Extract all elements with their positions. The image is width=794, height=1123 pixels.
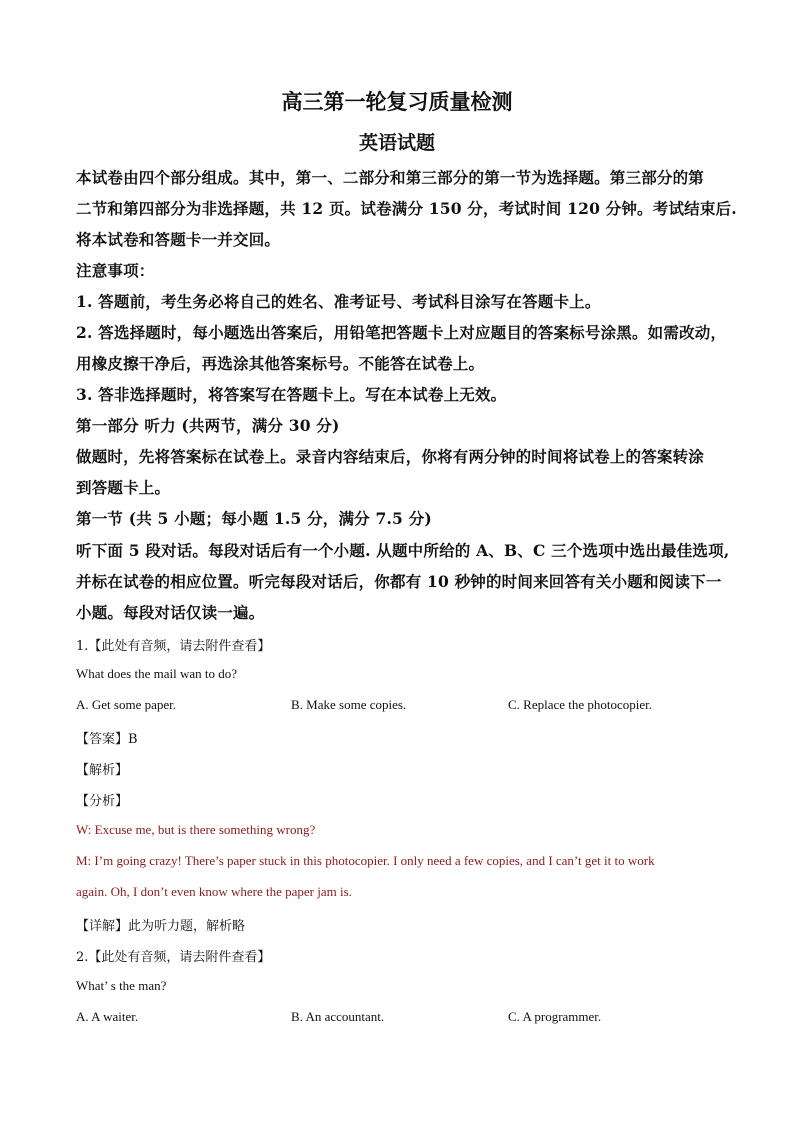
q1-option-a: A. Get some paper. (76, 697, 177, 712)
q1-option-b: B. Make some copies. (291, 697, 407, 712)
q1-detail: 【详解】此为听力题，解析略 (76, 919, 246, 934)
intro-line-2: 二节和第四部分为非选择题，共 12 页。试卷满分 150 分，考试时间 120 分钟。考试结束后. (76, 199, 737, 218)
page-title: 高三第一轮复习质量检测 (281, 89, 513, 114)
q1-question: What does the mail wan to do? (76, 666, 238, 681)
section1-instruction-2: 并标在试卷的相应位置。听完每段对话后，你都有 10 秒钟的时间来回答有关小题和阅读下一 (76, 572, 722, 591)
intro-line-1: 本试卷由四个部分组成。其中，第一、二部分和第三部分的第一节为选择题。第三部分的第 (76, 168, 705, 187)
part1-instruction-2: 到答题卡上。 (76, 478, 171, 497)
notes-item-3: 3. 答非选择题时，将答案写在答题卡上。写在本试卷上无效。 (76, 385, 507, 404)
section1-instruction-3: 小题。每段对话仅读一遍。 (76, 603, 265, 622)
intro-line-3: 将本试卷和答题卡一并交回。 (76, 230, 281, 249)
q1-transcript-1: W: Excuse me, but is there something wrong? (76, 822, 316, 837)
part1-heading: 第一部分 听力 (共两节，满分 30 分) (76, 416, 340, 435)
section1-instruction-1: 听下面 5 段对话。每段对话后有一个小题. 从题中所给的 A、B、C 三个选项中选出最佳选项, (76, 541, 730, 560)
notes-item-2-cont: 用橡皮擦干净后，再选涂其他答案标号。不能答在试卷上。 (76, 354, 485, 373)
q1-transcript-2: M: I’m going crazy! There’s paper stuck in this photocopier. I only need a few copies, and I can’t get it to work (76, 853, 655, 868)
q1-breakdown: 【分析】 (76, 794, 129, 809)
q1-option-c: C. Replace the photocopier. (508, 697, 653, 712)
notes-item-1: 1. 答题前，考生务必将自己的姓名、准考证号、考试科目涂写在答题卡上。 (76, 292, 601, 311)
notes-item-2: 2. 答选择题时，每小题选出答案后，用铅笔把答题卡上对应题目的答案标号涂黑。如需改动， (76, 323, 727, 342)
notes-heading: 注意事项： (76, 261, 155, 280)
q2-label: 2.【此处有音频，请去附件查看】 (76, 950, 271, 965)
q1-analysis: 【解析】 (76, 763, 129, 778)
q1-transcript-3: again. Oh, I don’t even know where the paper jam is. (76, 884, 352, 899)
page-subtitle: 英语试题 (358, 132, 435, 154)
section1-heading: 第一节 (共 5 小题；每小题 1.5 分，满分 7.5 分) (76, 509, 432, 528)
q1-label: 1.【此处有音频，请去附件查看】 (76, 639, 271, 654)
q2-option-c: C. A programmer. (508, 1009, 602, 1024)
q1-answer: 【答案】B (76, 732, 138, 747)
q2-option-a: A. A waiter. (76, 1009, 139, 1024)
q2-option-b: B. An accountant. (291, 1009, 385, 1024)
q2-question: What’ s the man? (76, 978, 167, 993)
part1-instruction-1: 做题时，先将答案标在试卷上。录音内容结束后，你将有两分钟的时间将试卷上的答案转涂 (76, 447, 705, 466)
